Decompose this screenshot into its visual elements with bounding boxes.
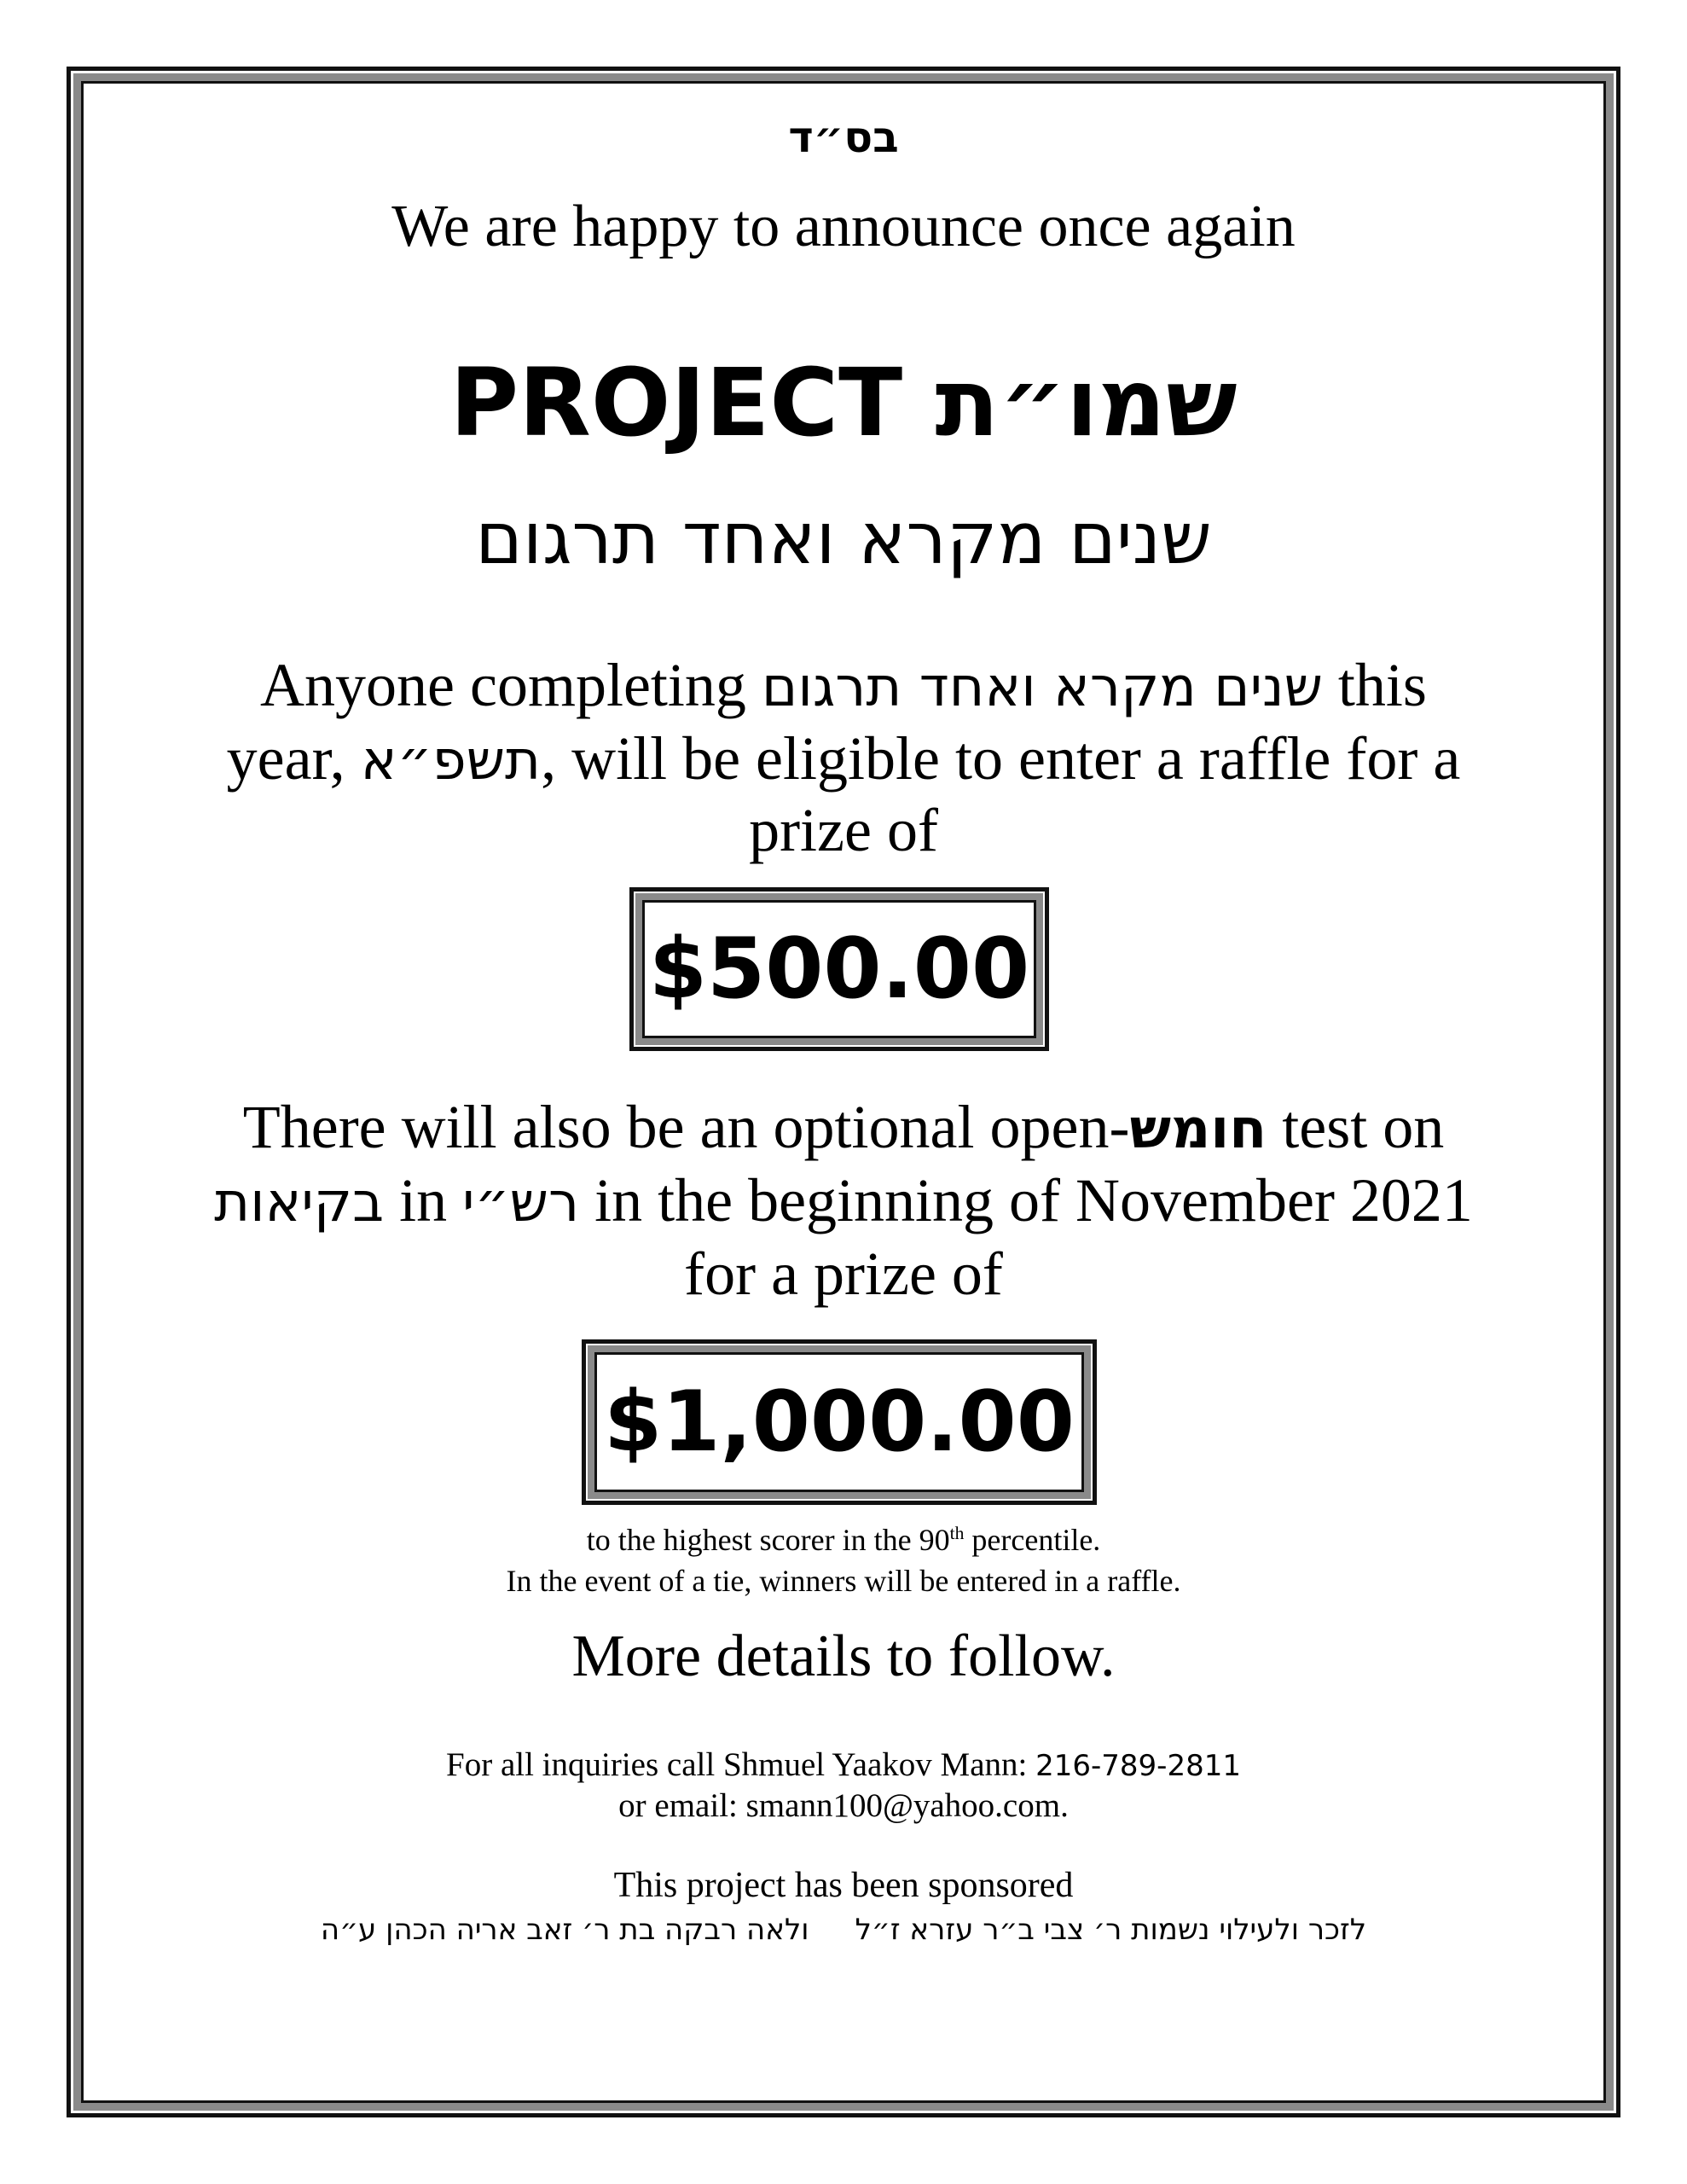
test-line-2 — [0, 1165, 1687, 1236]
raffle-text: , will be eligible to enter a raffle for a — [541, 724, 1461, 793]
test-hebrew: חומש — [1129, 1098, 1267, 1161]
test-line-1 — [0, 1092, 1687, 1163]
test-hebrew: בקיאות — [214, 1171, 385, 1234]
sponsor-line-2 — [0, 1913, 1687, 1947]
project-title — [0, 348, 1687, 457]
fineprint-line-1 — [0, 1522, 1687, 1558]
project-hebrew: שמו״ת — [935, 348, 1238, 457]
more-details: More details to follow. — [571, 1623, 1116, 1689]
contact-text: or email: — [618, 1787, 738, 1824]
raffle-line-1 — [0, 650, 1687, 721]
raffle-line-3: prize of — [749, 796, 938, 864]
raffle-line-2 — [0, 723, 1687, 794]
prize-500-amount: $500.00 — [648, 921, 1030, 1018]
contact-text: For all inquiries call Shmuel Yaakov Mann: — [446, 1746, 1028, 1783]
prize-1000-box — [582, 1339, 1097, 1505]
contact-line-1 — [0, 1745, 1687, 1784]
test-text: in the beginning of November 2021 — [594, 1166, 1473, 1234]
bsd-text: בס״ד — [788, 113, 899, 162]
intro-line: We are happy to announce once again — [391, 194, 1296, 259]
sponsor-dedication: לזכר ולעילוי נשמות ר׳ צבי ב״ר עזרא ז״ל ולאה רבקה בת ר׳ זאב אריה הכהן ע״ה — [320, 1913, 1367, 1947]
raffle-text: Anyone completing — [260, 651, 746, 719]
raffle-year-hebrew: תשפ״א — [360, 729, 542, 793]
raffle-text: this — [1337, 651, 1427, 719]
subtitle-text: שנים מקרא ואחד תרגום — [475, 497, 1212, 580]
raffle-hebrew: שנים מקרא ואחד תרגום — [761, 656, 1323, 719]
fineprint-line-2: In the event of a tie, winners will be entered in a raffle. — [506, 1564, 1181, 1598]
test-text: in — [399, 1166, 448, 1234]
project-word: PROJECT — [449, 348, 903, 457]
prize-500-box — [629, 887, 1049, 1051]
bsd-header — [0, 113, 1687, 162]
raffle-text: year, — [226, 724, 345, 793]
test-text: There will also be an optional open- — [242, 1093, 1130, 1161]
contact-phone: 216-789-2811 — [1035, 1749, 1241, 1783]
contact-line-2 — [0, 1786, 1687, 1825]
subtitle-hebrew — [0, 497, 1687, 580]
fineprint-sup: th — [949, 1523, 965, 1543]
fineprint-text: to the highest scorer in the 90 — [586, 1523, 950, 1557]
sponsor-line-1: This project has been sponsored — [613, 1866, 1074, 1905]
contact-email: smann100@yahoo.com. — [745, 1787, 1069, 1824]
test-hebrew: רש״י — [462, 1171, 580, 1234]
fineprint-text: percentile. — [971, 1523, 1101, 1557]
test-line-3: for a prize of — [684, 1240, 1003, 1308]
test-text: test on — [1282, 1093, 1445, 1161]
prize-1000-amount: $1,000.00 — [604, 1374, 1075, 1471]
